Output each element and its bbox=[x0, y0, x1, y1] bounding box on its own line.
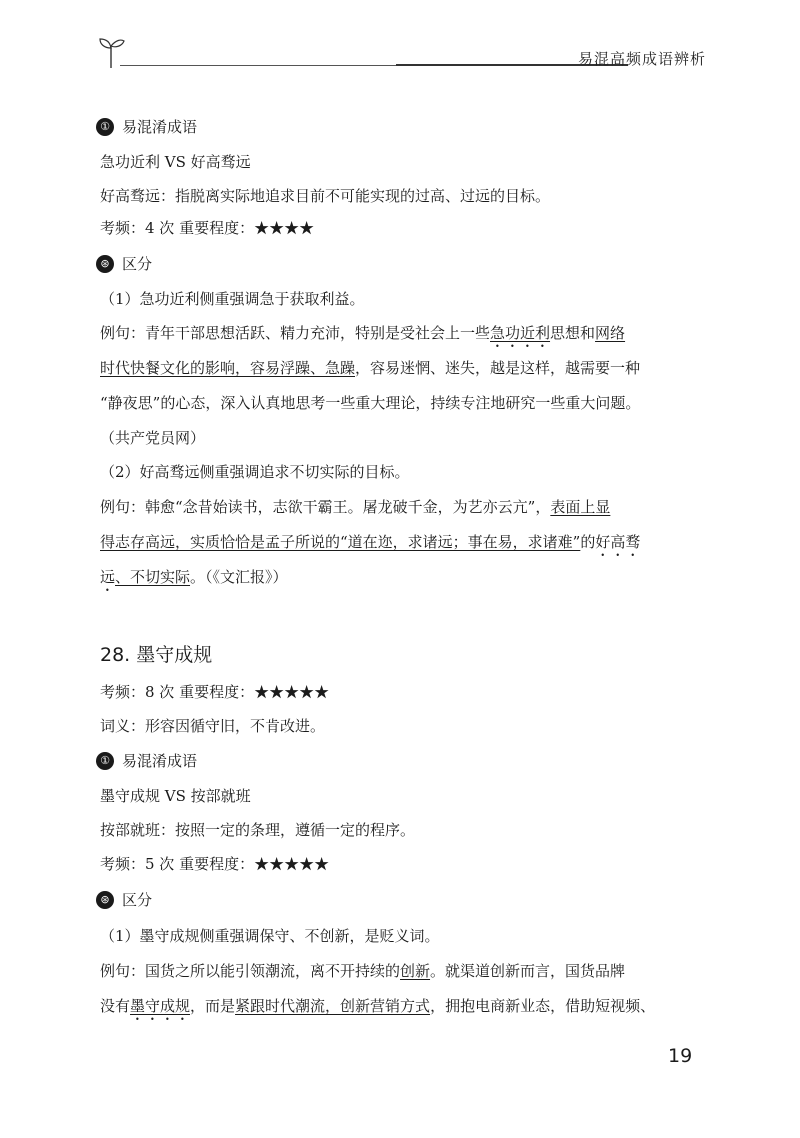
confuse-heading bbox=[100, 751, 197, 771]
point-1: （1）急功近利侧重强调急于获取利益。 bbox=[100, 290, 365, 308]
example-line bbox=[100, 567, 288, 595]
text-run: 没有 bbox=[100, 997, 131, 1015]
entry-title: 28. 墨守成规 bbox=[100, 644, 213, 666]
page-number: 19 bbox=[668, 1045, 693, 1067]
underlined-text: 时代快餐文化的影响，容易浮躁、急躁 bbox=[100, 359, 356, 377]
text-run: ，容易迷惘、迷失，越是这样，越需要一种 bbox=[355, 359, 641, 377]
example-line bbox=[100, 996, 655, 1024]
confuse-heading-label: 易混淆成语 bbox=[122, 752, 198, 770]
idiom-definition: 好高骛远：指脱离实际地追求目前不可能实现的过高、过远的目标。 bbox=[100, 187, 551, 205]
confuse-badge-icon: ① bbox=[96, 752, 114, 770]
underlined-text: 创新 bbox=[400, 962, 431, 980]
idiom-definition: 按部就班：按照一定的条理，遵循一定的程序。 bbox=[100, 821, 416, 839]
underlined-text: 得志存高远，实质恰恰是孟子所说的“道在迩，求诸远；事在易，求诸难” bbox=[100, 533, 581, 551]
underlined-text: 表面上显 bbox=[550, 498, 611, 516]
confuse-heading-label: 易混淆成语 bbox=[122, 118, 198, 136]
underlined-text: 紧跟时代潮流，创新营销方式 bbox=[235, 997, 431, 1015]
text-run: 的 bbox=[580, 533, 596, 551]
idiom-pair: 急功近利 VS 好高骛远 bbox=[100, 153, 251, 171]
distinguish-badge-icon: ⊛ bbox=[96, 891, 114, 909]
word-meaning: 词义：形容因循守旧，不肯改进。 bbox=[100, 717, 326, 735]
underlined-text: 网络 bbox=[595, 324, 626, 342]
text-run: ，拥抱电商新业态，借助短视频、 bbox=[430, 997, 656, 1015]
distinguish-heading-label: 区分 bbox=[122, 891, 153, 909]
text-run: ，而是 bbox=[190, 997, 236, 1015]
text-run: 例句：韩愈“念昔始读书，志欲干霸王。屠龙破千金，为艺亦云亢”， bbox=[100, 498, 551, 516]
frequency-line: 考频：4 次 重要程度：★★★★ bbox=[100, 219, 315, 237]
emphasized-idiom: 远 bbox=[100, 568, 116, 586]
example-line bbox=[100, 358, 640, 378]
confuse-heading bbox=[100, 117, 197, 137]
example-source: （共产党员网） bbox=[100, 429, 206, 447]
text-run: 思想和 bbox=[550, 324, 596, 342]
running-title: 易混高频成语辨析 bbox=[577, 50, 706, 68]
example-line bbox=[100, 532, 640, 560]
example-source: 。（《文汇报》） bbox=[190, 568, 288, 586]
frequency-line: 考频：5 次 重要程度：★★★★★ bbox=[100, 855, 330, 873]
underlined-text: 、不切实际 bbox=[115, 568, 191, 586]
distinguish-badge-icon: ⊛ bbox=[96, 255, 114, 273]
page-header bbox=[96, 34, 706, 74]
emphasized-idiom: 好高骛 bbox=[595, 533, 641, 551]
point-2: （2）好高骛远侧重强调追求不切实际的目标。 bbox=[100, 463, 410, 481]
emphasized-idiom: 墨守成规 bbox=[130, 997, 191, 1015]
distinguish-heading bbox=[100, 254, 152, 274]
idiom-pair: 墨守成规 VS 按部就班 bbox=[100, 787, 251, 805]
confuse-badge-icon: ① bbox=[96, 118, 114, 136]
text-run: 例句：国货之所以能引领潮流，离不开持续的 bbox=[100, 962, 401, 980]
emphasized-idiom: 急功近利 bbox=[490, 324, 551, 342]
text-run: 例句：青年干部思想活跃、精力充沛，特别是受社会上一些 bbox=[100, 324, 491, 342]
point-1: （1）墨守成规侧重强调保守、不创新，是贬义词。 bbox=[100, 927, 440, 945]
example-line bbox=[100, 323, 625, 351]
frequency-line: 考频：8 次 重要程度：★★★★★ bbox=[100, 683, 330, 701]
example-line: “静夜思”的心态，深入认真地思考一些重大理论，持续专注地研究一些重大问题。 bbox=[100, 394, 641, 412]
distinguish-heading bbox=[100, 890, 152, 910]
example-line bbox=[100, 497, 610, 517]
text-run: 。就渠道创新而言，国货品牌 bbox=[430, 962, 626, 980]
distinguish-heading-label: 区分 bbox=[122, 255, 153, 273]
example-line bbox=[100, 961, 625, 981]
